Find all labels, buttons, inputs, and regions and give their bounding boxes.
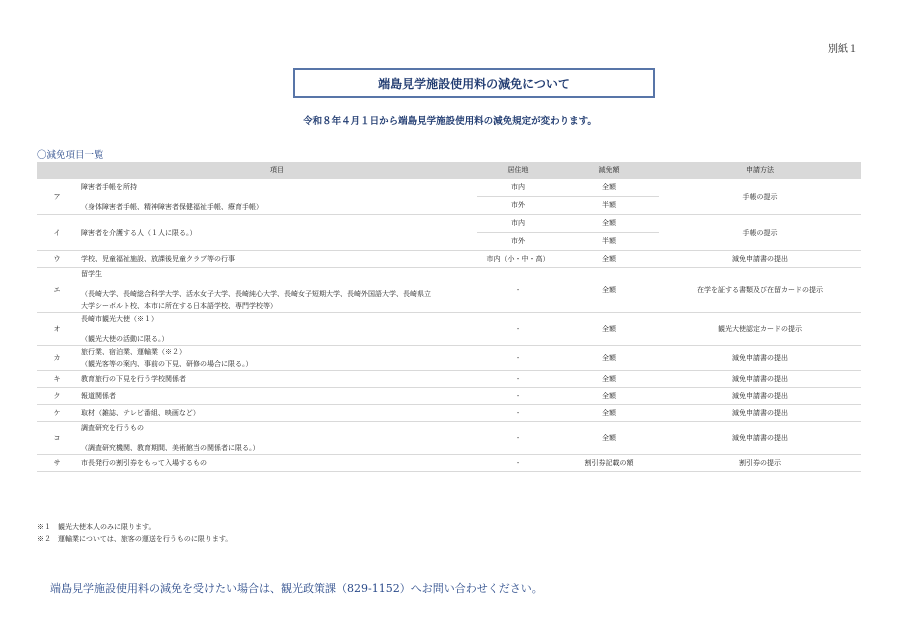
row-id: キ [37, 371, 77, 388]
row-method: 減免申請書の提出 [659, 251, 861, 268]
item-line: 障害者を介護する人（１人に限る。） [81, 228, 197, 237]
row-method: 減免申請書の提出 [659, 405, 861, 422]
table-row [37, 251, 861, 268]
amount-value: 半額 [602, 237, 616, 245]
table-row [37, 388, 861, 405]
row-residence: - [477, 371, 559, 388]
row-amount [559, 179, 659, 215]
amount-value: 半額 [602, 201, 616, 209]
row-item [77, 388, 477, 405]
item-line: （観光客等の案内、事前の下見、研修の場合に限る。） [81, 360, 253, 368]
row-residence: - [477, 388, 559, 405]
item-line: 障害者手帳を所持 [81, 182, 137, 191]
row-id: イ [37, 215, 77, 251]
col-header-amount: 減免額 [559, 162, 659, 179]
row-amount: 割引券記載の額 [559, 455, 659, 472]
item-line: 市長発行の割引券をもって入場するもの [81, 459, 207, 467]
row-item [77, 371, 477, 388]
row-residence: - [477, 313, 559, 346]
item-line: 長崎市観光大使（※１） [81, 315, 158, 323]
row-amount [559, 215, 659, 251]
residence-value: 市外 [511, 237, 525, 245]
table-row [37, 346, 861, 371]
item-line: 学校、児童福祉施設、放課後児童クラブ等の行事 [81, 255, 235, 263]
col-header-id [37, 162, 77, 179]
footnote-1: ※１ 観光大使本人のみに限ります。 [37, 523, 156, 531]
amount-value: 全額 [559, 215, 659, 233]
row-amount: 全額 [559, 422, 659, 455]
table-row [37, 179, 861, 215]
item-line: （長崎大学、長崎総合科学大学、活水女子大学、長崎純心大学、長崎女子短期大学、長崎外国語大学、長崎県立 [81, 290, 431, 298]
annex-label: 別紙１ [828, 44, 858, 55]
row-residence: - [477, 268, 559, 313]
title-box [293, 68, 655, 98]
row-method: 手帳の提示 [659, 215, 861, 251]
row-id: ク [37, 388, 77, 405]
col-header-item: 項目 [77, 162, 477, 179]
col-header-method: 申請方法 [659, 162, 861, 179]
residence-value: 市内 [477, 215, 559, 233]
contact-note: 端島見学施設使用料の減免を受けたい場合は、観光政策課（829-1152）へお問い合わせください。 [50, 582, 543, 595]
row-amount: 全額 [559, 388, 659, 405]
page-title: 端島見学施設使用料の減免について [378, 76, 570, 91]
row-id: オ [37, 313, 77, 346]
row-residence: - [477, 405, 559, 422]
item-line: （身体障害者手帳、精神障害者保健福祉手帳、療育手帳） [81, 202, 263, 211]
item-line: 調査研究を行うもの [81, 424, 144, 432]
table-row [37, 405, 861, 422]
row-item [77, 405, 477, 422]
row-residence: - [477, 346, 559, 371]
footnote-2: ※２ 運輸業については、旅客の運送を行うものに限ります。 [37, 535, 233, 543]
row-residence [477, 215, 559, 251]
table-row [37, 422, 861, 455]
row-id: ケ [37, 405, 77, 422]
col-header-residence: 居住地 [477, 162, 559, 179]
subtitle: 令和８年４月１日から端島見学施設使用料の減免規定が変わります。 [303, 116, 597, 127]
row-id: ウ [37, 251, 77, 268]
row-method: 観光大使認定カードの提示 [659, 313, 861, 346]
item-line: （観光大使の活動に限る。） [81, 335, 169, 343]
row-amount: 全額 [559, 251, 659, 268]
table-row [37, 215, 861, 251]
row-residence [477, 179, 559, 215]
item-line: 報道関係者 [81, 392, 116, 400]
item-line: （調査研究機関、教育期間、美術館当の関係者に限る。） [81, 444, 260, 452]
row-method: 割引券の提示 [659, 455, 861, 472]
item-line: 大学シーボルト校、本市に所在する日本語学校、専門学校等） [81, 302, 277, 310]
list-heading: 〇減免項目一覧 [37, 150, 104, 161]
row-id: コ [37, 422, 77, 455]
row-amount: 全額 [559, 371, 659, 388]
table-row [37, 268, 861, 313]
residence-value: 市内 [477, 179, 559, 197]
row-item [77, 215, 477, 251]
row-item [77, 179, 477, 215]
row-residence: - [477, 455, 559, 472]
row-item [77, 346, 477, 371]
table-row [37, 455, 861, 472]
table-row [37, 313, 861, 346]
item-line: 留学生 [81, 270, 102, 278]
row-id: ア [37, 179, 77, 215]
footnotes [37, 521, 232, 545]
row-id: カ [37, 346, 77, 371]
row-item [77, 313, 477, 346]
row-method: 手帳の提示 [659, 179, 861, 215]
row-amount: 全額 [559, 405, 659, 422]
item-line: 取材（雑誌、テレビ番組、映画など） [81, 409, 200, 417]
row-method: 減免申請書の提出 [659, 346, 861, 371]
row-method: 在学を証する書類及び在留カードの提示 [659, 268, 861, 313]
row-id: エ [37, 268, 77, 313]
row-method: 減免申請書の提出 [659, 388, 861, 405]
row-residence: 市内（小・中・高） [477, 251, 559, 268]
row-amount: 全額 [559, 313, 659, 346]
amount-value: 全額 [559, 179, 659, 197]
row-id: サ [37, 455, 77, 472]
table-row [37, 371, 861, 388]
residence-value: 市外 [511, 201, 525, 209]
row-item [77, 422, 477, 455]
row-residence: - [477, 422, 559, 455]
table-header-row [37, 162, 861, 179]
row-item [77, 268, 477, 313]
row-method: 減免申請書の提出 [659, 422, 861, 455]
exemption-table [37, 162, 861, 472]
row-item [77, 455, 477, 472]
row-item [77, 251, 477, 268]
item-line: 教育旅行の下見を行う学校関係者 [81, 375, 186, 383]
item-line: 旅行業、宿泊業、運輸業（※２） [81, 348, 186, 356]
row-amount: 全額 [559, 346, 659, 371]
row-amount: 全額 [559, 268, 659, 313]
row-method: 減免申請書の提出 [659, 371, 861, 388]
